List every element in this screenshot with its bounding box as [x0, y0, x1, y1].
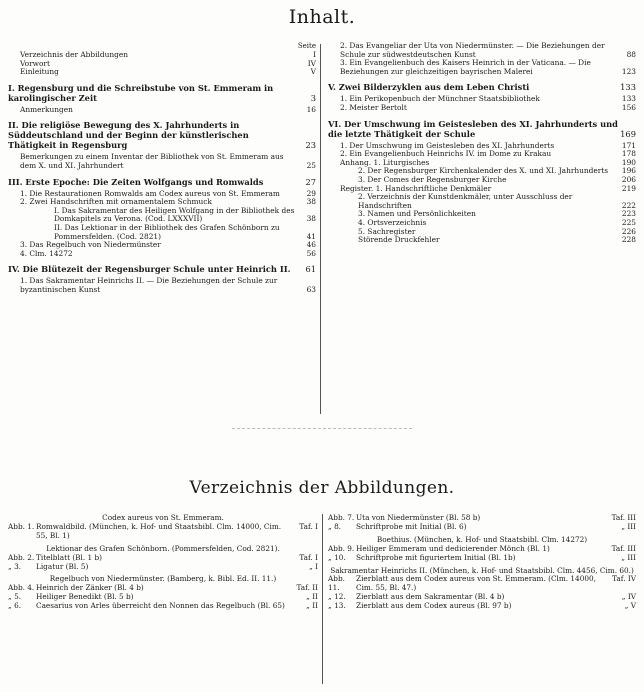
figure-entry-page: „ I: [309, 561, 318, 571]
figure-entry-text: Titelblatt (Bl. 1 b): [36, 552, 102, 562]
figure-entry-page: Taf. II: [296, 583, 318, 593]
figure-entry-text: Heinrich der Zänker (Bl. 4 b): [36, 583, 144, 593]
figure-entry-key: „ 6.: [8, 601, 22, 611]
figure-entry: [328, 554, 636, 563]
figure-source-heading: Codex aureus von St. Emmeram.: [102, 513, 224, 522]
figure-source-heading: Regelbuch von Niedermünster. (Bamberg, k. Bibl. Ed. II. 11.): [49, 574, 277, 584]
toc-right-column: [328, 42, 636, 245]
toc-entry-page: 56: [306, 248, 316, 258]
toc-entry: [328, 59, 636, 76]
toc-entry: [8, 106, 316, 115]
figure-entry: [8, 563, 318, 572]
toc-entry-text: 5. Sachregister: [358, 226, 416, 236]
toc-chapter: [328, 119, 636, 139]
toc-entry-page: 228: [621, 235, 636, 245]
toc-entry-text: Register. 1. Handschriftliche Denkmäler: [340, 183, 492, 193]
figure-entry-page: „ III: [621, 552, 636, 562]
seite-label: Seite: [297, 42, 316, 50]
toc-entry-page: 219: [621, 183, 636, 193]
toc-entry-page: 16: [306, 104, 316, 114]
toc-entry-page: 25: [306, 160, 316, 170]
toc-entry-text: 3. Der Comes der Regensburger Kirche: [358, 174, 507, 184]
toc-entry-text: Bemerkungen zu einem Inventar der Bibliothek von St. Emmeram aus dem X. und XI. Jahrhundert: [20, 152, 284, 170]
toc-entry-page: 223: [621, 209, 636, 219]
toc-entry-page: 23: [305, 140, 316, 151]
figure-entry-key: Abb. 1.: [8, 521, 35, 531]
section-separator: [232, 428, 412, 429]
toc-entry: [8, 224, 316, 241]
toc-entry-page: 226: [621, 226, 636, 236]
figure-entry: [328, 523, 636, 532]
figure-entry-page: „ II: [306, 592, 318, 602]
toc-entry-text: VI. Der Umschwung im Geistesleben des XI. Jahrhunderts und die letzte Thätigkeit der Schule: [328, 118, 618, 139]
figure-entry-page: Taf. III: [611, 543, 636, 553]
figure-entry-page: „ II: [306, 601, 318, 611]
toc-entry-page: 190: [621, 157, 636, 167]
toc-entry: [8, 68, 316, 77]
column-divider: [320, 44, 321, 414]
figure-entry-text: Zierblatt aus dem Codex aureus (Bl. 97 b): [356, 601, 512, 611]
toc-chapter: [8, 264, 316, 274]
toc-entry: [328, 42, 636, 59]
figure-entry-text: Schriftprobe mit figuriertem Initial (Bl. 1b): [356, 552, 516, 562]
figure-entry-key: „ 12.: [328, 592, 346, 602]
figure-entry-text: Zierblatt aus dem Codex aureus von St. Emmeram. (Clm. 14000, Cim. 55, Bl. 47.): [356, 574, 596, 593]
toc-entry-page: 88: [626, 49, 636, 59]
figure-entry-key: Abb. 9.: [328, 543, 355, 553]
figures-right-column: [328, 514, 636, 611]
toc-entry-page: 133: [621, 94, 636, 104]
toc-entry: [328, 104, 636, 113]
figure-entry-key: Abb. 7.: [328, 513, 355, 522]
toc-entry-text: I. Das Sakramentar des Heiligen Wolfgang in der Bibliothek des Domkapitels zu Verona. (Cod. LXXXVII): [54, 205, 295, 224]
toc-entry-page: 3: [310, 92, 316, 103]
figure-entry-page: Taf. I: [299, 521, 318, 531]
toc-entry-text: 1. Die Restaurationen Romwalds am Codex aureus von St. Emmeram: [20, 188, 280, 198]
toc-entry-text: 1. Ein Perikopenbuch der Münchner Staatsbibliothek: [340, 94, 540, 104]
toc-entry-text: Verzeichnis der Abbildungen: [20, 50, 128, 59]
toc-entry-text: 1. Der Umschwung im Geistesleben des XI. Jahrhunderts: [340, 140, 555, 150]
toc-entry-page: 133: [620, 82, 636, 93]
figures-column-divider: [322, 514, 323, 684]
toc-entry-text: 2. Meister Bertolt: [340, 102, 407, 112]
toc-entry-page: 123: [621, 66, 636, 76]
figure-entry-page: „ V: [624, 601, 636, 611]
toc-entry-page: 63: [306, 284, 316, 294]
figure-entry-key: Abb. 11.: [328, 574, 345, 593]
toc-chapter: [8, 177, 316, 187]
toc-entry-text: 2. Ein Evangelienbuch Heinrichs IV. im Dome zu Krakau: [340, 149, 552, 159]
toc-entry-page: 38: [306, 214, 316, 224]
toc-entry-text: V. Zwei Bilderzyklen aus dem Leben Christi: [328, 82, 530, 93]
figure-entry-key: „ 13.: [328, 601, 346, 611]
toc-entry-text: II. Das Lektionar in der Bibliothek des Grafen Schönborn zu Pommersfelden. (Cod. 2821): [54, 222, 280, 241]
abbildungen-title: Verzeichnis der Abbildungen.: [189, 478, 455, 498]
figure-source-heading: Sakramentar Heinrichs II. (München, k. Hof- und Staatsbibl. Clm. 4456, Cim. 60.): [330, 565, 634, 575]
toc-entry: [328, 236, 636, 245]
toc-entry-page: 38: [306, 197, 316, 207]
toc-entry-page: 29: [306, 188, 316, 198]
toc-entry-text: 4. Clm. 14272: [20, 248, 73, 258]
toc-entry-text: 2. Das Evangeliar der Uta von Niedermünster. — Die Beziehungen der Schule zur südwestdeutschen Kunst: [340, 41, 605, 59]
figure-entry: [328, 602, 636, 611]
toc-chapter: [8, 83, 316, 103]
toc-entry-text: 3. Namen und Persönlichkeiten: [358, 209, 476, 219]
toc-left-column: [8, 42, 316, 295]
toc-entry-text: 2. Zwei Handschriften mit ornamentalem Schmuck: [20, 197, 212, 207]
toc-entry-text: III. Erste Epoche: Die Zeiten Wolfgangs und Romwalds: [8, 176, 264, 187]
toc-entry-page: 169: [620, 128, 636, 139]
figure-entry-page: „ III: [621, 521, 636, 531]
toc-entry-text: Anhang. 1. Liturgisches: [340, 157, 430, 167]
toc-entry: [8, 250, 316, 259]
toc-entry-page: I: [313, 50, 316, 59]
figure-entry-text: Heiliger Benedikt (Bl. 5 b): [36, 592, 134, 602]
toc-entry-text: 2. Verzeichnis der Kunstdenkmäler, unter Ausschluss der Handschriften: [358, 192, 573, 210]
figure-entry: [328, 575, 636, 593]
figure-entry-key: Abb. 4.: [8, 583, 35, 593]
figures-left-column: [8, 514, 318, 611]
figure-entry: [8, 523, 318, 541]
toc-entry: [8, 277, 316, 294]
toc-entry-text: IV. Die Blütezeit der Regensburger Schule unter Heinrich II.: [8, 264, 291, 275]
toc-entry-text: 2. Der Regensburger Kirchenkalender des X. und XI. Jahrhunderts: [358, 166, 609, 176]
figure-source-heading: Lektionar des Grafen Schönborn. (Pommersfelden, Cod. 2821).: [46, 543, 280, 553]
figure-entry-text: Schriftprobe mit Initial (Bl. 6): [356, 521, 467, 531]
inhalt-title: Inhalt.: [288, 6, 356, 28]
toc-entry: [8, 51, 316, 60]
toc-entry-page: 222: [621, 200, 636, 210]
toc-entry-page: 41: [306, 231, 316, 241]
figure-entry-text: Heiliger Emmeram und dedicierender Mönch (Bl. 1): [356, 543, 550, 553]
toc-entry-text: I. Regensburg und die Schreibstube von St. Emmeram in karolingischer Zeit: [8, 82, 274, 103]
figure-entry-page: „ IV: [621, 592, 636, 602]
toc-entry: [8, 207, 316, 224]
toc-chapter: [328, 82, 636, 92]
toc-entry-text: 1. Das Sakramentar Heinrichs II. — Die Beziehungen der Schule zur byzantinischen Kunst: [20, 276, 278, 294]
figure-entry-page: Taf. IV: [612, 574, 636, 584]
toc-entry-page: V: [310, 67, 316, 77]
figure-entry-text: Uta von Niedermünster (Bl. 58 b): [356, 513, 481, 522]
figure-entry-key: Abb. 2.: [8, 552, 35, 562]
figure-entry-text: Ligatur (Bl. 5): [36, 561, 89, 571]
figure-entry-key: „ 5.: [8, 592, 22, 602]
figure-entry-page: Taf. III: [611, 513, 636, 522]
figure-entry-key: „ 8.: [328, 521, 342, 531]
toc-entry-page: 171: [621, 140, 636, 150]
figure-entry: [8, 602, 318, 611]
figure-entry-key: „ 3.: [8, 561, 22, 571]
figure-entry-page: Taf. I: [299, 552, 318, 562]
toc-entry-page: 156: [621, 102, 636, 112]
toc-entry-text: II. Die religiöse Bewegung des X. Jahrhunderts in Süddeutschland und der Beginn der künstlerischen Thätigkeit in Regensburg: [8, 120, 249, 151]
toc-entry-page: 27: [305, 176, 316, 187]
figure-entry-text: Romwaldbild. (München, k. Hof- und Staatsbibl. Clm. 14000, Cim. 55, Bl. 1): [36, 521, 282, 540]
figure-entry-text: Caesarius von Arles überreicht den Nonnen das Regelbuch (Bl. 65): [36, 601, 285, 611]
toc-entry-page: 206: [621, 174, 636, 184]
figure-entry-text: Zierblatt aus dem Sakramentar (Bl. 4 b): [356, 592, 505, 602]
toc-entry-text: 3. Das Regelbuch von Niedermünster: [20, 240, 161, 250]
toc-entry-text: Anmerkungen: [20, 104, 73, 114]
toc-entry: [8, 153, 316, 170]
toc-entry-page: 46: [306, 240, 316, 250]
toc-entry-text: Vorwort: [20, 58, 50, 68]
toc-entry-page: 196: [621, 166, 636, 176]
figure-source-heading: Boethius. (München, k. Hof- und Staatsbibl. Clm. 14272): [376, 534, 588, 544]
toc-entry-page: 61: [305, 264, 316, 275]
toc-chapter: [8, 120, 316, 150]
figure-entry-key: „ 10.: [328, 552, 346, 562]
toc-entry: [328, 193, 636, 210]
toc-entry-page: 225: [621, 217, 636, 227]
toc-entry-page: 178: [621, 149, 636, 159]
toc-entry-text: 3. Ein Evangelienbuch des Kaisers Heinrich in der Vaticana. — Die Beziehungen zur gleichzeitigen bayrischen Malerei: [340, 58, 591, 76]
toc-entry-text: 4. Ortsverzeichnis: [358, 217, 427, 227]
toc-entry-text: Störende Druckfehler: [358, 235, 440, 245]
toc-entry-text: Einleitung: [20, 67, 59, 77]
toc-entry-page: IV: [307, 58, 316, 68]
